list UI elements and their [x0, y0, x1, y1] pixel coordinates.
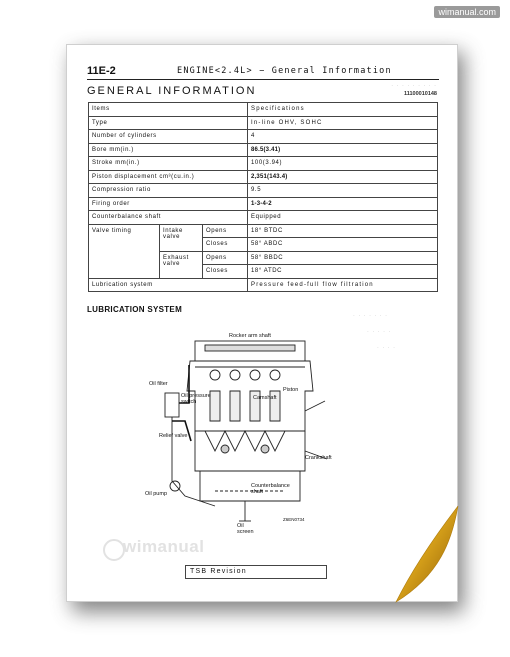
row-item: Compression ratio: [89, 184, 248, 198]
label-relief-valve: Relief valve: [159, 433, 188, 439]
row-item: Firing order: [89, 197, 248, 211]
row-value: 100(3.94): [248, 157, 438, 171]
exhaust-opens-value: 58° BBDC: [248, 251, 438, 265]
section-title: GENERAL INFORMATION: [87, 85, 257, 97]
doc-number: 11100010148: [403, 91, 437, 97]
label-oil-filter: Oil filter: [149, 381, 168, 387]
row-value: 4: [248, 130, 438, 144]
exhaust-closes-value: 18° ATDC: [248, 265, 438, 279]
label-oil-pump: Oil pump: [145, 491, 168, 497]
faint-print-mark: · · · · ·: [367, 329, 392, 335]
row-value: Pressure feed-full flow filtration: [248, 278, 438, 292]
exhaust-valve-label: Exhaust valve: [160, 251, 203, 278]
row-value: 1-3-4-2: [248, 197, 438, 211]
intake-closes-value: 58° ABDC: [248, 238, 438, 252]
label-counterbalance-shaft: Counterbalance shaft: [251, 483, 290, 495]
label-piston: Piston: [283, 387, 299, 393]
label-crankshaft: Crankshaft: [305, 455, 332, 461]
row-item: Lubrication system: [89, 278, 248, 292]
opens-label: Opens: [203, 251, 248, 265]
label-rocker-arm-shaft: Rocker arm shaft: [229, 333, 271, 339]
label-oil-screen: Oil screen: [237, 523, 254, 535]
row-value: 86.5(3.41): [248, 143, 438, 157]
row-value: Equipped: [248, 211, 438, 225]
row-item: Number of cylinders: [89, 130, 248, 144]
closes-label: Closes: [203, 265, 248, 279]
opens-label: Opens: [203, 224, 248, 238]
lubrication-section-title: LUBRICATION SYSTEM: [87, 305, 183, 314]
intake-opens-value: 18° BTDC: [248, 224, 438, 238]
faint-print-mark: · · · · · · · · ·: [391, 83, 437, 89]
closes-label: Closes: [203, 238, 248, 252]
row-item: Stroke mm(in.): [89, 157, 248, 171]
header-items: Items: [89, 103, 248, 117]
row-item: Counterbalance shaft: [89, 211, 248, 225]
intake-valve-label: Intake valve: [160, 224, 203, 251]
label-camshaft: Camshaft: [253, 395, 277, 401]
valve-timing-label: Valve timing: [89, 224, 160, 278]
faint-print-mark: · · · · · · ·: [353, 313, 388, 319]
row-item: Type: [89, 116, 248, 130]
brand-watermark: wimanual: [123, 537, 205, 556]
row-item: Piston displacement cm³(cu.in.): [89, 170, 248, 184]
faint-print-mark: · · · ·: [377, 345, 396, 351]
row-value: 9.5: [248, 184, 438, 198]
row-value: 2,351(143.4): [248, 170, 438, 184]
section-code: 11E-2: [87, 65, 116, 77]
row-value: In-line OHV, SOHC: [248, 116, 438, 130]
tsb-revision-box: TSB Revision: [185, 565, 327, 579]
site-watermark: wimanual.com: [434, 6, 500, 18]
header-specifications: Specifications: [248, 103, 438, 117]
row-item: Bore mm(in.): [89, 143, 248, 157]
label-oil-pressure-switch: Oil pressure switch: [181, 393, 211, 405]
figure-code: Z6EN0734: [283, 517, 305, 522]
page-header-title: ENGINE<2.4L> − General Information: [177, 66, 392, 76]
